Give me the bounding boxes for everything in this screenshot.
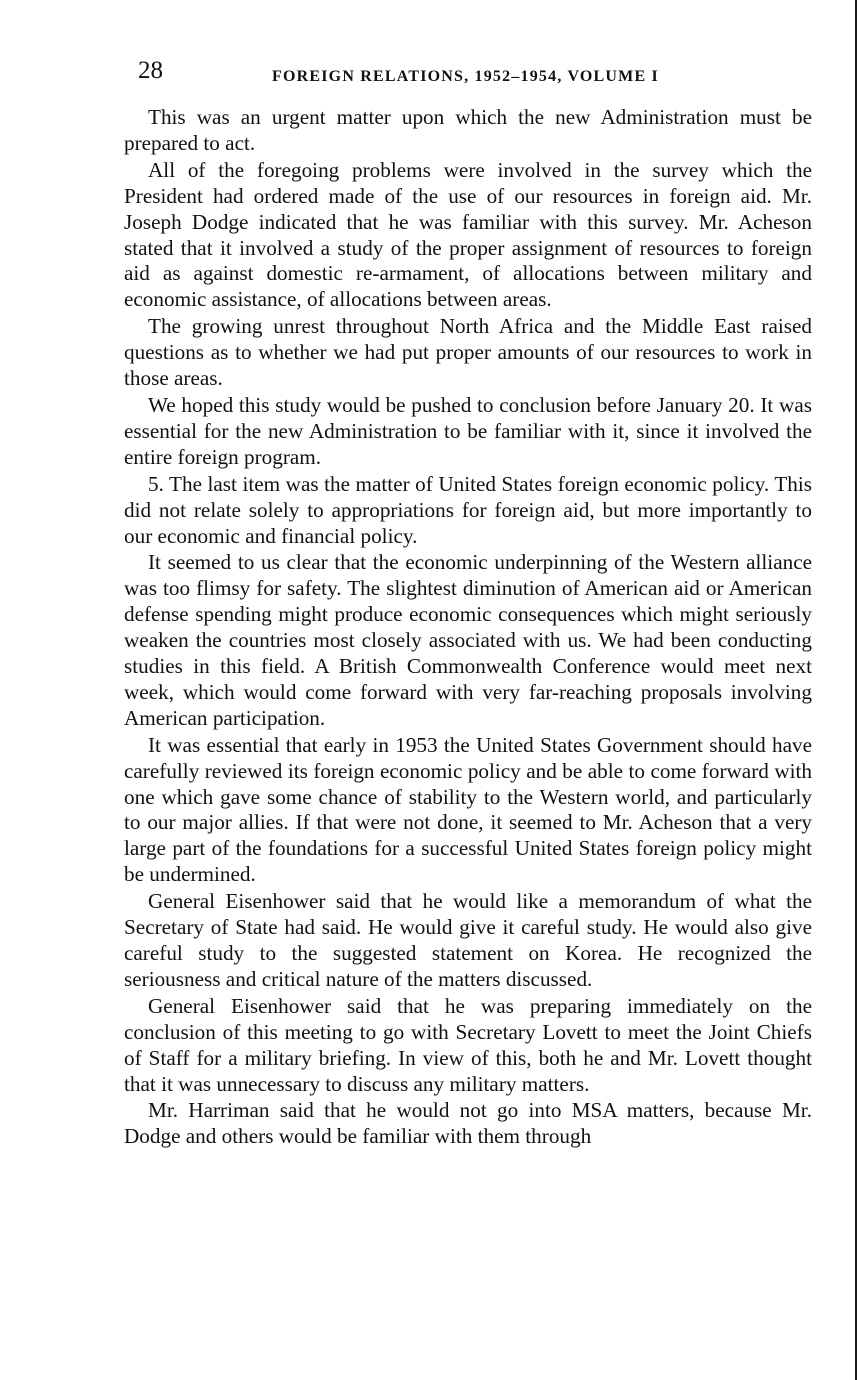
page-number: 28 bbox=[138, 57, 163, 84]
paragraph: Mr. Harriman said that he would not go into MSA matters, because Mr. Dodge and others would be familiar with them through bbox=[124, 1098, 812, 1149]
page-header bbox=[138, 56, 818, 90]
paragraph: All of the foregoing problems were involved in the survey which the President had ordered made of the use of our resources in foreign aid. Mr. Joseph Dodge indicated that he was familiar with this survey. Mr. Acheson stated that it involved a study of the proper assignment of resources to foreign aid as against domestic re-armament, of allocations between military and economic assistance, of allocations between areas. bbox=[124, 157, 812, 312]
running-head: FOREIGN RELATIONS, 1952–1954, VOLUME I bbox=[272, 68, 659, 85]
page-edge-line bbox=[855, 0, 857, 1380]
paragraph: General Eisenhower said that he would like a memorandum of what the Secretary of State had said. He would give it careful study. He would also give careful study to the suggested statement on Korea. He recognized the seriousness and critical nature of the matters discussed. bbox=[124, 889, 812, 991]
paragraph: 5. The last item was the matter of United States foreign economic policy. This did not relate solely to appropriations for foreign aid, but more importantly to our economic and financial policy. bbox=[124, 471, 812, 548]
paragraph: It was essential that early in 1953 the United States Government should have carefully reviewed its foreign economic policy and be able to come forward with one which gave some chance of stability to the Western world, and particularly to our major allies. If that were not done, it seemed to Mr. Acheson that a very large part of the foundations for a successful United States foreign policy might be undermined. bbox=[124, 732, 812, 887]
paragraph: It seemed to us clear that the economic underpinning of the Western alliance was too flimsy for safety. The slightest diminution of American aid or American defense spending might produce economic consequences which might seriously weaken the countries most closely associated with us. We had been conducting studies in this field. A British Commonwealth Conference would meet next week, which would come forward with very far-reaching proposals involving American participation. bbox=[124, 550, 812, 730]
paragraph: This was an urgent matter upon which the new Administration must be prepared to act. bbox=[124, 105, 812, 155]
paragraph: We hoped this study would be pushed to conclusion before January 20. It was essential for the new Administration to be familiar with it, since it involved the entire foreign program. bbox=[124, 392, 812, 469]
body-text bbox=[124, 105, 812, 1151]
paragraph: The growing unrest throughout North Africa and the Middle East raised questions as to whether we had put proper amounts of our resources to work in those areas. bbox=[124, 314, 812, 391]
paragraph: General Eisenhower said that he was preparing immediately on the conclusion of this meeting to go with Secretary Lovett to meet the Joint Chiefs of Staff for a military briefing. In view of this, both he and Mr. Lovett thought that it was unnecessary to discuss any military matters. bbox=[124, 993, 812, 1096]
